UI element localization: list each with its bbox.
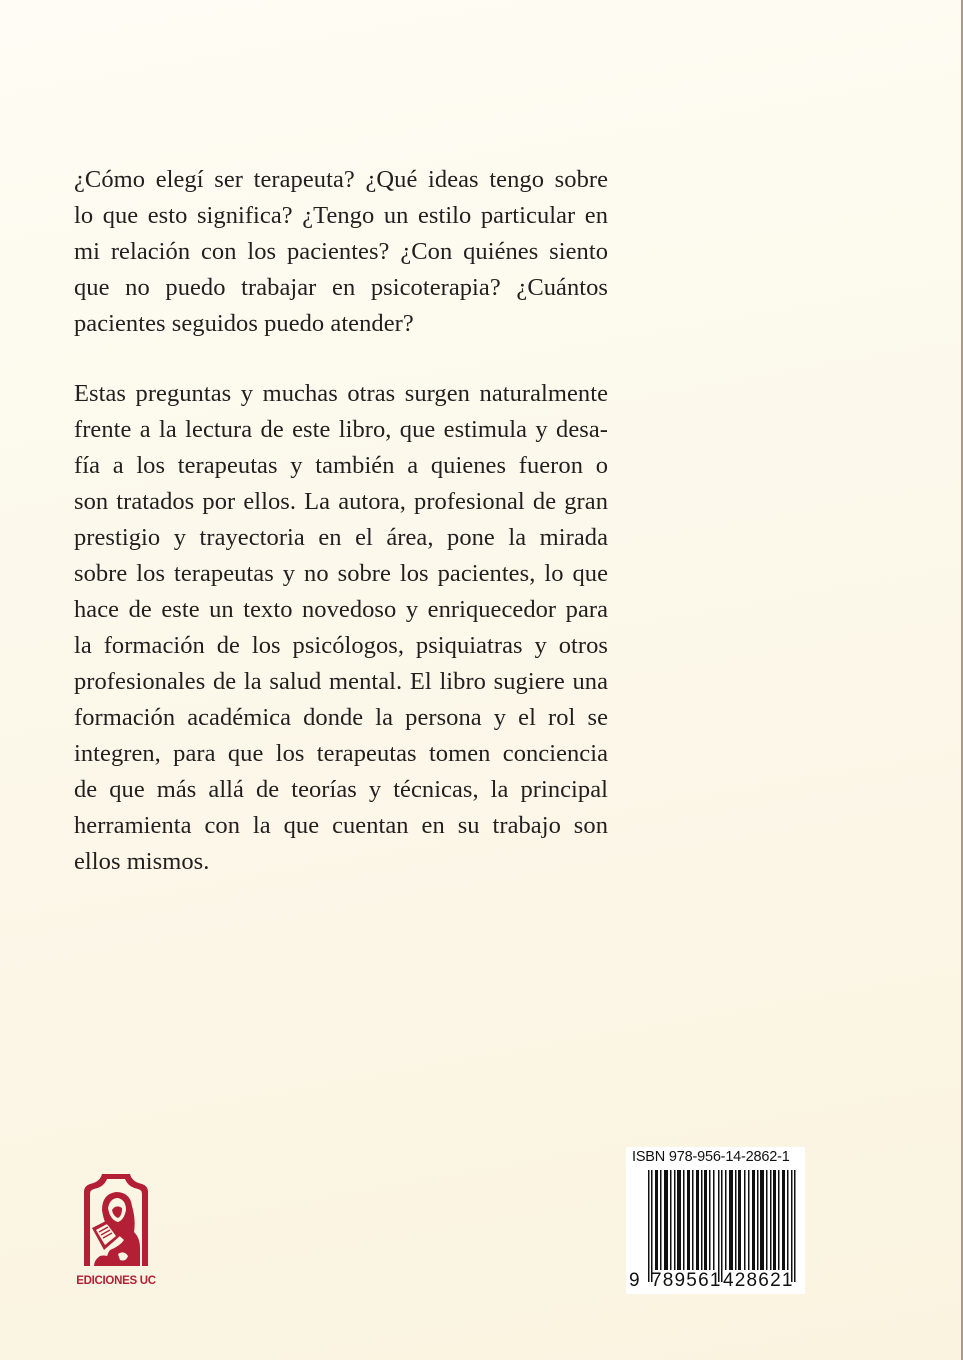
text-line: ¿Cómo elegí ser terapeuta? ¿Qué ideas tengo sobre bbox=[74, 166, 608, 193]
isbn-barcode-block bbox=[626, 1147, 805, 1294]
text-line: que no puedo trabajar en psicoterapia? ¿Cuántos bbox=[74, 274, 608, 301]
text-line: la formación de los psicólogos, psiquiatras y otros bbox=[74, 632, 608, 659]
text-line: hace de este un texto novedoso y enriquecedor para bbox=[74, 596, 608, 623]
text-line: formación académica donde la persona y el rol se bbox=[74, 704, 608, 731]
text-line: frente a la lectura de este libro, que estimula y desa- bbox=[74, 416, 608, 443]
publisher-name: EDICIONES UC bbox=[76, 1275, 156, 1287]
text-line: de que más allá de teorías y técnicas, la principal bbox=[74, 776, 608, 803]
blurb-paragraph-2 bbox=[74, 376, 608, 880]
barcode-digit-first: 9 bbox=[629, 1270, 641, 1291]
text-line: lo que esto significa? ¿Tengo un estilo particular en bbox=[74, 202, 608, 229]
barcode-digits-right: 428621 bbox=[723, 1270, 794, 1291]
text-line: prestigio y trayectoria en el área, pone la mirada bbox=[74, 524, 608, 551]
text-line: ellos mismos. bbox=[74, 848, 210, 875]
reading-figure-arch-icon bbox=[80, 1170, 152, 1268]
text-line: Estas preguntas y muchas otras surgen naturalmente bbox=[74, 380, 608, 407]
text-line: sobre los terapeutas y no sobre los pacientes, lo que bbox=[74, 560, 608, 587]
barcode-digits-left: 789561 bbox=[651, 1270, 722, 1291]
text-line: profesionales de la salud mental. El libro sugiere una bbox=[74, 668, 608, 695]
blurb-paragraph-1 bbox=[74, 162, 608, 342]
text-line: son tratados por ellos. La autora, profesional de gran bbox=[74, 488, 608, 515]
isbn-number: ISBN 978-956-14-2862-1 bbox=[632, 1149, 790, 1165]
publisher-logo bbox=[66, 1166, 166, 1294]
text-line: pacientes seguidos puedo atender? bbox=[74, 310, 414, 337]
text-line: herramienta con la que cuentan en su trabajo son bbox=[74, 812, 608, 839]
barcode-icon bbox=[646, 1170, 798, 1282]
text-line: integren, para que los terapeutas tomen conciencia bbox=[74, 740, 608, 767]
text-line: mi relación con los pacientes? ¿Con quiénes siento bbox=[74, 238, 608, 265]
text-line: fía a los terapeutas y también a quienes fueron o bbox=[74, 452, 608, 479]
